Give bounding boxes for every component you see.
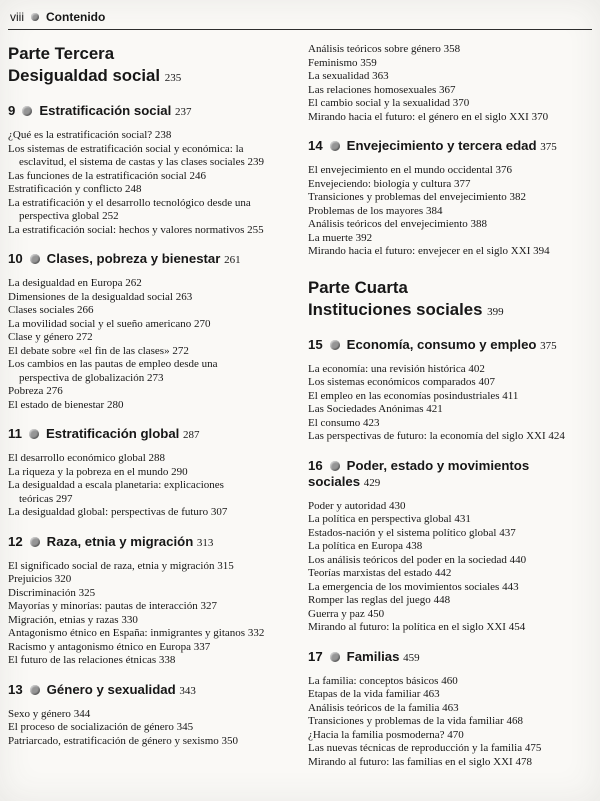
toc-entry-title: Análisis teóricos sobre género — [308, 43, 441, 55]
toc-entry-page: 468 — [506, 715, 523, 727]
chapter-heading — [8, 426, 266, 443]
toc-entry-title: Mirando al futuro: las familias en el siglo XXI — [308, 755, 513, 768]
toc-entry — [308, 715, 566, 729]
chapter-heading — [8, 251, 266, 268]
toc-entry — [308, 675, 566, 689]
chapter-page: 429 — [363, 476, 381, 489]
part-name: Parte Tercera — [8, 44, 115, 63]
section-dot-icon — [31, 13, 39, 21]
toc-entry-title: El futuro de las relaciones étnicas — [8, 654, 157, 666]
chapter-page: 313 — [196, 536, 214, 549]
chapter-title: Familias — [346, 648, 400, 664]
toc-entry-title: Teorías marxistas del estado — [308, 567, 433, 579]
toc-entry-page: 394 — [533, 245, 550, 257]
toc-entry — [8, 291, 266, 305]
toc-entry — [308, 527, 566, 541]
toc-entry — [308, 417, 566, 431]
toc-entry — [308, 403, 566, 417]
chapter-page: 459 — [403, 651, 420, 664]
toc-entry — [8, 385, 266, 399]
toc-entry — [308, 245, 566, 259]
toc-entry-title: Envejeciendo: biología y cultura — [308, 177, 452, 190]
toc-entry-page: 266 — [77, 304, 94, 316]
toc-entry-page: 424 — [548, 430, 565, 442]
toc-entry — [8, 224, 266, 238]
toc-entry-page: 402 — [468, 362, 485, 375]
toc-entry-title: Las funciones de la estratificación social — [8, 169, 187, 182]
toc-entry-title: Transiciones y problemas del envejecimiento — [308, 191, 507, 203]
toc-entry-title: ¿Qué es la estratificación social? — [8, 129, 153, 141]
toc-entry-page: 442 — [434, 567, 452, 579]
toc-entry — [8, 506, 266, 520]
chapter-number: 14 — [308, 138, 323, 153]
toc-entry — [308, 97, 566, 111]
toc-entry-title: El desarrollo económico global — [8, 452, 146, 464]
toc-entry — [308, 70, 566, 84]
toc-entry-page: 338 — [158, 654, 176, 666]
toc-entry — [308, 756, 566, 770]
chapter-page: 237 — [174, 106, 192, 118]
toc-entry — [308, 688, 566, 702]
toc-entry-page: 430 — [388, 499, 406, 512]
toc-entry — [308, 540, 566, 554]
chapter-bullet-icon — [30, 685, 40, 695]
toc-entry-page: 307 — [210, 506, 228, 518]
chapter-section — [8, 534, 266, 668]
toc-entry-page: 450 — [367, 607, 385, 620]
toc-entry — [308, 43, 566, 57]
toc-entry-title: Feminismo — [308, 56, 358, 69]
toc-entry — [308, 500, 566, 514]
chapter-bullet-icon — [330, 340, 340, 350]
toc-entry-page: 460 — [441, 674, 458, 687]
toc-entry-title: La desigualdad en Europa — [8, 277, 123, 289]
toc-entry — [8, 277, 266, 291]
chapter-heading — [8, 682, 266, 699]
toc-entry — [308, 608, 566, 622]
chapter-entries — [8, 277, 266, 412]
toc-entry — [8, 358, 266, 385]
toc-entry-title: La emergencia de los movimientos sociales — [308, 580, 500, 593]
toc-entry-page: 280 — [106, 398, 124, 411]
toc-entry — [308, 84, 566, 98]
chapter-heading — [308, 649, 566, 666]
toc-entry-title: Mayorías y minorías: pautas de interacción — [8, 600, 198, 612]
chapter-number: 10 — [8, 251, 23, 266]
toc-entry-title: Las perspectivas de futuro: la economía del siglo XXI — [308, 430, 546, 442]
toc-entry-title: La movilidad social y el sueño americano — [8, 317, 192, 330]
toc-entry-title: Las Sociedades Anónimas — [308, 403, 424, 415]
toc-entry — [8, 466, 266, 480]
toc-entry — [308, 513, 566, 527]
toc-entry-page: 290 — [171, 465, 188, 478]
header-rule — [8, 29, 592, 30]
chapter-page: 343 — [179, 684, 196, 697]
toc-entry-title: Clase y género — [8, 331, 74, 343]
chapter-bullet-icon — [30, 254, 40, 264]
chapter-number: 16 — [308, 457, 323, 473]
toc-entry-page: 325 — [78, 586, 96, 599]
toc-entry-title: Poder y autoridad — [308, 499, 387, 512]
toc-entry-page: 345 — [176, 721, 194, 733]
toc-entry-page: 475 — [524, 742, 542, 754]
toc-entry — [8, 452, 266, 466]
chapter-entries — [308, 164, 566, 259]
toc-entry-page: 388 — [470, 218, 488, 230]
toc-entry — [8, 129, 266, 143]
toc-entry-title: Mirando al futuro: la política en el siglo XXI — [308, 621, 506, 633]
toc-entry-page: 246 — [189, 169, 206, 182]
toc-entry-title: El debate sobre «el fin de las clases» — [8, 344, 170, 357]
toc-entry-title: Sexo y género — [8, 707, 71, 720]
toc-entry-page: 332 — [247, 627, 265, 639]
toc-entry-title: Las relaciones homosexuales — [308, 83, 437, 96]
toc-entry-page: 248 — [124, 183, 142, 195]
chapter-entries — [8, 452, 266, 520]
chapter-number: 15 — [308, 336, 323, 352]
toc-entry-page: 358 — [443, 43, 461, 55]
chapter-heading — [308, 138, 566, 155]
toc-entry-page: 370 — [531, 110, 549, 123]
toc-entry-page: 320 — [54, 573, 72, 585]
chapter-bullet-icon — [30, 537, 40, 547]
toc-entry-page: 370 — [452, 97, 470, 109]
toc-entry-page: 315 — [217, 559, 234, 572]
toc-entry-title: Análisis teóricos de la familia — [308, 701, 440, 714]
toc-entry — [308, 621, 566, 635]
chapter-title: Economía, consumo y empleo — [346, 336, 537, 352]
toc-entry-page: 411 — [502, 389, 519, 402]
chapter-section — [8, 426, 266, 520]
toc-entry-title: El estado de bienestar — [8, 398, 105, 411]
toc-entry — [8, 627, 266, 641]
toc-entry-title: Pobreza — [8, 385, 44, 397]
toc-entry-title: Antagonismo étnico en España: inmigrantes y gitanos — [8, 627, 246, 639]
chapter-page: 375 — [540, 141, 557, 153]
toc-entry-title: La sexualidad — [308, 70, 370, 82]
chapter-section — [8, 103, 266, 237]
chapter-section — [8, 251, 266, 412]
chapter-title: Raza, etnia y migración — [46, 533, 194, 549]
toc-entry-page: 448 — [433, 594, 451, 606]
toc-entry-title: Los sistemas de estratificación social y económica: la esclavitud, el sistema de castas y las clases sociales — [8, 142, 245, 168]
chapter-number: 11 — [8, 426, 22, 441]
toc-entry — [8, 331, 266, 345]
chapter-bullet-icon — [330, 652, 340, 662]
toc-entry — [8, 735, 266, 749]
toc-entry-title: La riqueza y la pobreza en el mundo — [8, 465, 169, 478]
toc-entry-page: 438 — [405, 540, 423, 552]
toc-entry-page: 276 — [46, 385, 63, 397]
part-heading — [8, 43, 266, 89]
toc-entry-title: Migración, etnias y razas — [8, 613, 119, 626]
toc-entry-page: 252 — [102, 210, 119, 222]
chapter-section — [308, 337, 566, 444]
toc-entry-page: 454 — [508, 621, 526, 633]
toc-entry — [308, 390, 566, 404]
chapter-title: Género y sexualidad — [46, 681, 176, 697]
toc-entry-page: 384 — [425, 204, 443, 217]
toc-entry-title: La estratificación social: hechos y valores normativos — [8, 223, 245, 236]
toc-entry — [308, 594, 566, 608]
chapter-bullet-icon — [29, 429, 39, 439]
toc-entry-page: 407 — [478, 376, 495, 388]
chapter-number: 9 — [8, 103, 16, 118]
toc-entry-title: La muerte — [308, 231, 353, 244]
folio-number: viii — [10, 9, 24, 24]
chapter-bullet-icon — [330, 461, 340, 471]
toc-entry-page: 423 — [363, 416, 380, 429]
toc-entry-page: 239 — [247, 156, 264, 168]
toc-entry-title: Mirando hacia el futuro: el género en el siglo XXI — [308, 110, 529, 123]
toc-entry — [8, 708, 266, 722]
toc-entry-page: 350 — [221, 734, 239, 747]
toc-entry — [8, 197, 266, 224]
toc-entry-title: Análisis teóricos del envejecimiento — [308, 218, 468, 230]
toc-entry-title: Discriminación — [8, 586, 76, 599]
chapter-number: 12 — [8, 533, 23, 549]
toc-entry-title: Prejuicios — [8, 573, 52, 585]
toc-entry-page: 272 — [76, 331, 93, 343]
toc-entry-title: Estados-nación y el sistema político global — [308, 526, 497, 539]
toc-entry — [308, 430, 566, 444]
toc-entry-title: Racismo y antagonismo étnico en Europa — [8, 640, 191, 653]
toc-entry — [8, 573, 266, 587]
toc-entry-title: La economía: una revisión histórica — [308, 362, 466, 375]
toc-entry-title: Las nuevas técnicas de reproducción y la familia — [308, 742, 523, 754]
chapter-title: Clases, pobreza y bienestar — [46, 251, 221, 266]
toc-column-2 — [308, 43, 566, 769]
chapter-entries — [308, 500, 566, 635]
toc-entry-page: 367 — [439, 83, 456, 96]
toc-entry-page: 382 — [509, 191, 527, 203]
toc-entry-title: Clases sociales — [8, 304, 75, 316]
part-subtitle — [8, 65, 266, 89]
page-header — [8, 8, 600, 25]
toc-entry-title: Guerra y paz — [308, 607, 365, 620]
toc-entry-title: El consumo — [308, 416, 361, 429]
chapter-bullet-icon — [22, 106, 32, 116]
toc-entry-title: La política en perspectiva global — [308, 513, 452, 525]
toc-entry-title: El envejecimiento en el mundo occidental — [308, 164, 493, 176]
part-heading — [308, 277, 566, 323]
toc-entry-page: 437 — [499, 526, 516, 539]
toc-entry — [8, 170, 266, 184]
toc-entry — [8, 318, 266, 332]
chapter-heading — [8, 534, 266, 551]
chapter-page: 375 — [540, 339, 557, 352]
toc-entry-page: 421 — [426, 403, 443, 415]
toc-entry-page: 272 — [172, 344, 189, 357]
chapter-section — [308, 138, 566, 259]
toc-entry-title: Estratificación y conflicto — [8, 183, 123, 195]
toc-entry-title: El empleo en las economías posindustriales — [308, 389, 500, 402]
toc-entry-title: Los análisis teóricos del poder en la sociedad — [308, 553, 507, 566]
chapter-section — [8, 682, 266, 749]
toc-entry-title: ¿Hacia la familia posmoderna? — [308, 728, 445, 741]
chapter-title: Poder, estado y movimientos sociales — [308, 457, 530, 489]
toc-entry — [8, 654, 266, 668]
toc-entry-page: 463 — [442, 701, 459, 714]
toc-entry — [308, 363, 566, 377]
toc-entry-page: 376 — [495, 164, 513, 176]
toc-entry-page: 344 — [73, 707, 91, 720]
toc-entry-page: 330 — [121, 613, 138, 626]
toc-entry — [308, 742, 566, 756]
toc-entry-title: Transiciones y problemas de la vida familiar — [308, 715, 504, 727]
toc-entry-title: El cambio social y la sexualidad — [308, 97, 451, 109]
toc-entry — [308, 554, 566, 568]
toc-entry-title: La política en Europa — [308, 540, 403, 552]
toc-entry — [8, 183, 266, 197]
toc-entry — [8, 304, 266, 318]
chapter-entries — [8, 560, 266, 668]
toc-entry-title: El proceso de socialización de género — [8, 721, 174, 733]
chapter-title: Estratificación global — [45, 426, 180, 441]
toc-entry — [308, 729, 566, 743]
part-subtitle-text: Instituciones sociales — [308, 299, 483, 319]
chapter-bullet-icon — [330, 141, 340, 151]
part-subtitle — [308, 299, 566, 323]
toc-entry — [308, 178, 566, 192]
chapter-entries — [308, 363, 566, 444]
toc-entry-page: 297 — [55, 492, 73, 505]
toc-entry — [308, 111, 566, 125]
toc-entry-title: Los sistemas económicos comparados — [308, 376, 476, 388]
chapter-page: 287 — [183, 429, 200, 441]
toc-entry — [308, 164, 566, 178]
toc-columns — [8, 43, 600, 769]
toc-entry — [8, 614, 266, 628]
part-subtitle-text: Desigualdad social — [8, 66, 161, 85]
toc-entry — [8, 143, 266, 170]
part-page: 235 — [164, 72, 182, 84]
toc-entry-title: La familia: conceptos básicos — [308, 674, 439, 687]
toc-entry-page: 270 — [194, 317, 211, 330]
chapter-heading — [8, 103, 266, 120]
toc-entry-page: 443 — [502, 580, 519, 593]
chapter-heading — [308, 458, 566, 491]
chapter-entries — [8, 129, 266, 237]
toc-entry-page: 377 — [454, 177, 471, 190]
toc-entry — [308, 232, 566, 246]
toc-entry-page: 288 — [148, 452, 166, 464]
chapter-title: Envejecimiento y tercera edad — [346, 138, 537, 153]
toc-entry-title: Los cambios en las pautas de empleo desde una perspectiva de globalización — [8, 358, 218, 384]
toc-entry — [8, 560, 266, 574]
toc-entry-title: Romper las reglas del juego — [308, 594, 431, 606]
chapter-section — [308, 458, 566, 635]
chapter-heading — [308, 337, 566, 354]
toc-entry-page: 470 — [447, 728, 464, 741]
toc-entry — [308, 702, 566, 716]
toc-entry-title: Patriarcado, estratificación de género y sexismo — [8, 734, 219, 747]
toc-entry-page: 440 — [509, 553, 527, 566]
toc-entry-title: Mirando hacia el futuro: envejecer en el siglo XXI — [308, 245, 531, 257]
toc-entry — [308, 567, 566, 581]
toc-entry-page: 478 — [515, 755, 532, 768]
toc-entry-page: 363 — [372, 70, 389, 82]
chapter-title: Estratificación social — [39, 103, 172, 118]
toc-entry — [8, 600, 266, 614]
chapter-continued-entries — [308, 43, 566, 124]
part-page: 399 — [487, 305, 504, 318]
toc-entry-title: El significado social de raza, etnia y migración — [8, 559, 215, 572]
toc-entry — [308, 191, 566, 205]
toc-entry-page: 337 — [193, 640, 211, 653]
toc-entry — [8, 345, 266, 359]
toc-entry — [8, 399, 266, 413]
toc-entry-page: 255 — [247, 223, 264, 236]
chapter-number: 17 — [308, 648, 323, 664]
toc-entry-page: 431 — [454, 513, 471, 525]
toc-entry-page: 238 — [154, 129, 172, 141]
toc-entry — [8, 587, 266, 601]
toc-entry-title: La estratificación y el desarrollo tecnológico desde una perspectiva global — [8, 196, 251, 222]
toc-entry — [8, 641, 266, 655]
chapter-page: 261 — [224, 254, 241, 266]
toc-entry-page: 262 — [125, 277, 142, 289]
toc-entry — [8, 479, 266, 506]
toc-entry — [308, 57, 566, 71]
toc-entry-page: 263 — [175, 290, 193, 303]
toc-entry-page: 392 — [355, 231, 373, 244]
toc-entry-title: La desigualdad global: perspectivas de futuro — [8, 506, 209, 518]
toc-entry-page: 463 — [423, 688, 440, 700]
toc-entry-title: Problemas de los mayores — [308, 204, 424, 217]
chapter-entries — [308, 675, 566, 770]
toc-entry — [8, 721, 266, 735]
toc-entry-page: 327 — [200, 600, 217, 612]
toc-entry-title: Etapas de la vida familiar — [308, 688, 421, 700]
toc-entry — [308, 218, 566, 232]
toc-entry-page: 273 — [146, 371, 164, 384]
toc-entry — [308, 205, 566, 219]
part-name: Parte Cuarta — [308, 277, 408, 297]
toc-entry — [308, 581, 566, 595]
chapter-entries — [8, 708, 266, 749]
chapter-section — [308, 649, 566, 770]
chapter-number: 13 — [8, 681, 23, 697]
toc-entry — [308, 376, 566, 390]
toc-column-1 — [8, 43, 266, 769]
toc-entry-title: Dimensiones de la desigualdad social — [8, 290, 173, 303]
header-title: Contenido — [46, 9, 106, 24]
toc-entry-page: 359 — [360, 56, 377, 69]
toc-entry-title: La desigualdad a escala planetaria: explicaciones teóricas — [8, 479, 224, 505]
